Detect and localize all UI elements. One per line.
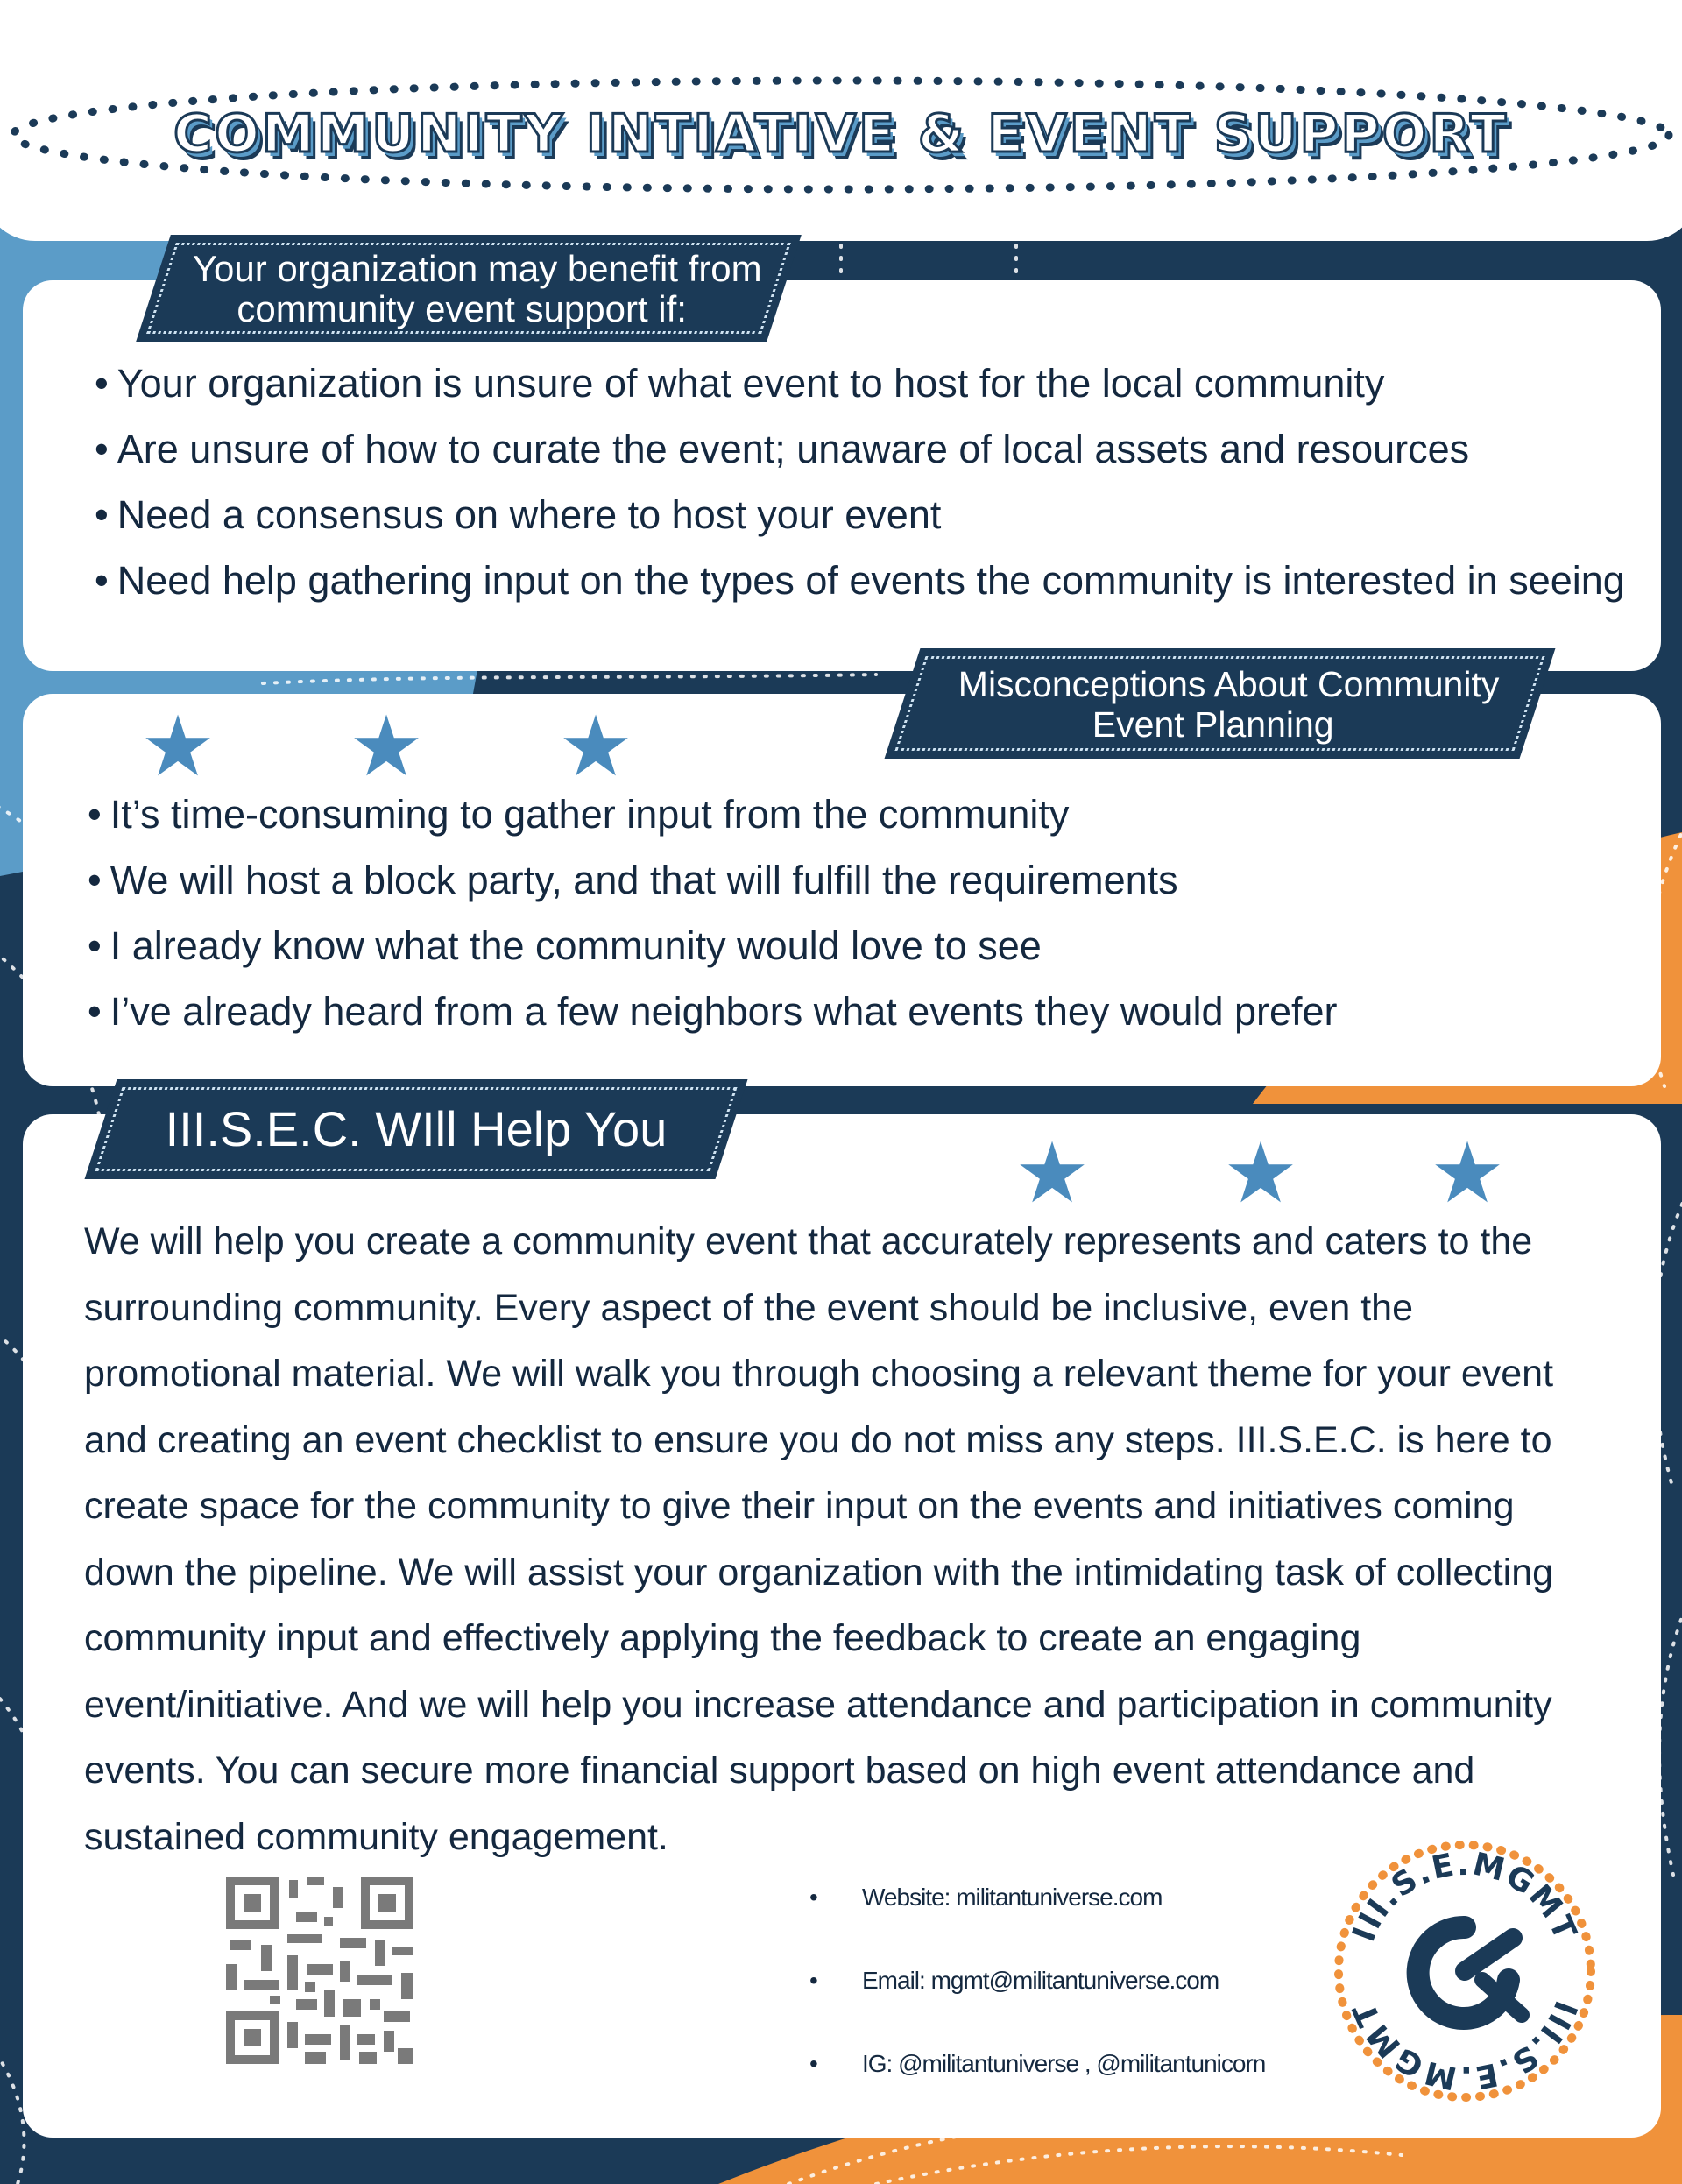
star-icon: ★ xyxy=(1014,1127,1091,1220)
benefits-heading-banner xyxy=(136,235,802,342)
benefits-list xyxy=(95,350,1625,613)
list-item: • Need a consensus on where to host your event xyxy=(95,482,1625,548)
contact-instagram[interactable]: • IG: @militantuniverse , @militantunicorn xyxy=(809,2050,1265,2078)
list-item: • I’ve already heard from a few neighbors what events they would prefer xyxy=(88,979,1338,1044)
list-item: • Your organization is unsure of what event to host for the local community xyxy=(95,350,1625,416)
contact-website[interactable]: • Website: militantuniverse.com xyxy=(809,1884,1162,1912)
list-item: • It’s time-consuming to gather input from the community xyxy=(88,781,1338,847)
star-icon: ★ xyxy=(140,700,216,794)
contact-email[interactable]: • Email: mgmt@militantuniverse.com xyxy=(809,1967,1219,1995)
page-title: COMMUNITY INTIATIVE & EVENT SUPPORT xyxy=(173,103,1509,165)
qr-code[interactable] xyxy=(226,1877,413,2064)
star-icon: ★ xyxy=(1430,1127,1506,1220)
list-item: • I already know what the community would love to see xyxy=(88,913,1338,979)
benefits-heading-line2: community event support if: xyxy=(237,288,687,329)
star-icon: ★ xyxy=(558,700,634,794)
list-item: • Are unsure of how to curate the event; unaware of local assets and resources xyxy=(95,416,1625,482)
misconceptions-heading-line1: Misconceptions About Community xyxy=(958,664,1500,704)
misconceptions-list xyxy=(88,781,1338,1044)
logo-text-top: III.S.E.MGMT xyxy=(1346,1846,1584,1947)
list-item: • Need help gathering input on the types of events the community is interested in seeing xyxy=(95,548,1625,613)
help-heading-banner xyxy=(84,1079,747,1179)
help-body-text: We will help you create a community event that accurately represents and caters to the surrounding community. Every aspect of the event should be inclusive, even the promotional material. We will walk you through choosing a relevant theme for your event and creating an event checklist to ensure you do not miss any steps. III.S.E.C. is here to create space for the community to give their input on the events and initiatives coming down the pipeline. We will assist your organization with the intimidating task of collecting community input and effectively applying the feedback to create an engaging event/initiative. And we will help you increase attendance and participation in community events. You can secure more financial support based on high event attendance and sustained community engagement. xyxy=(84,1220,1554,1858)
benefits-heading-line1: Your organization may benefit from xyxy=(192,248,762,289)
star-icon: ★ xyxy=(1223,1127,1299,1220)
logo-text-bottom: III.S.E.MGMT xyxy=(1346,1996,1584,2096)
help-heading: III.S.E.C. WIll Help You xyxy=(165,1101,668,1156)
misconceptions-heading-line2: Event Planning xyxy=(1092,704,1334,745)
list-item: • We will host a block party, and that will fulfill the requirements xyxy=(88,847,1338,913)
brand-logo xyxy=(1333,1840,1596,2103)
star-icon: ★ xyxy=(349,700,425,794)
misconceptions-heading-banner xyxy=(885,648,1556,759)
